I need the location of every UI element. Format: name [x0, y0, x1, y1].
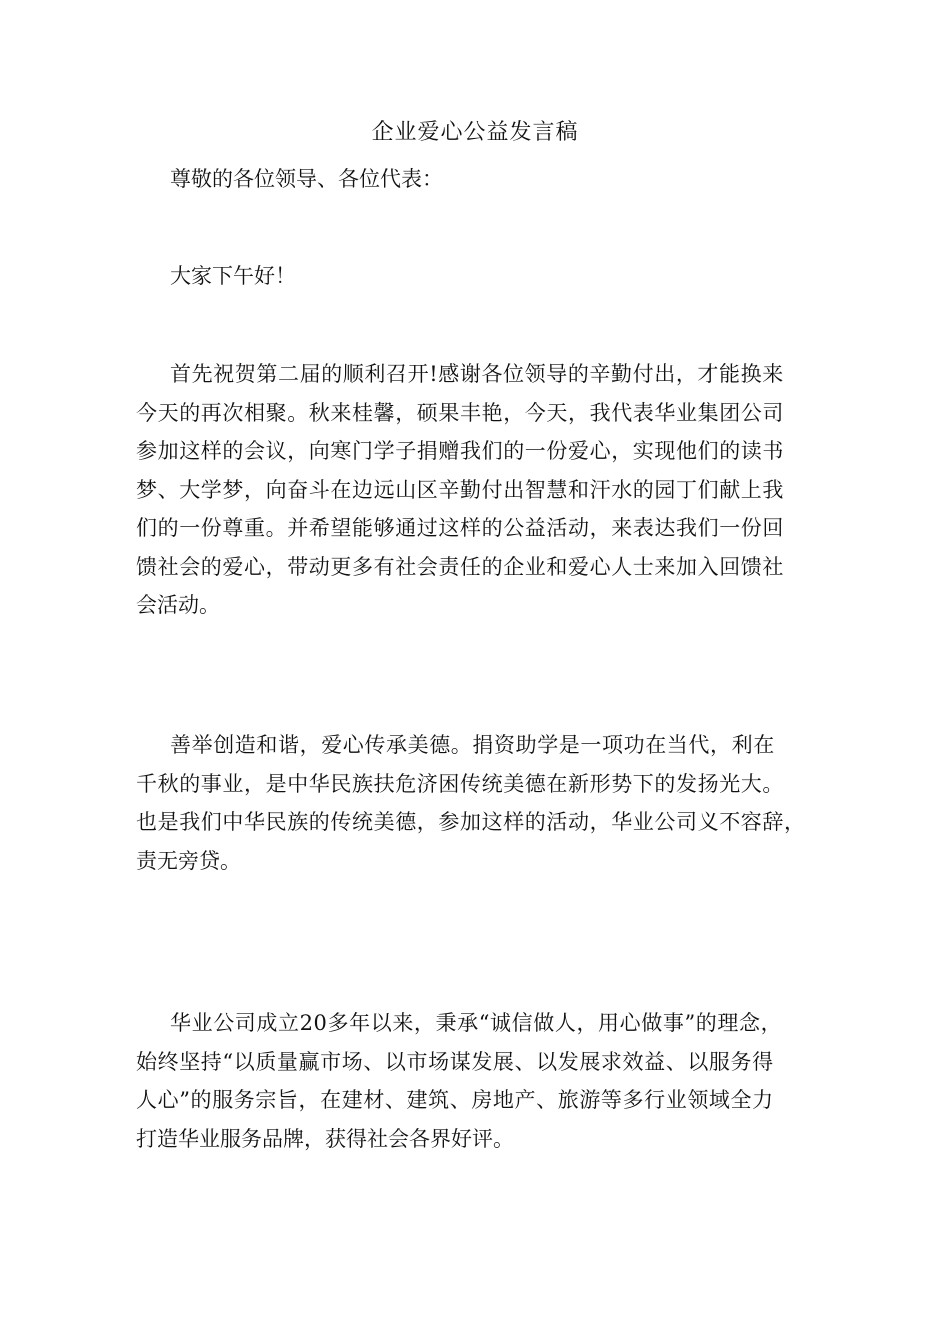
paragraph-line: 也是我们中华民族的传统美德，参加这样的活动，华业公司义不容辞， — [136, 810, 806, 834]
salutation-paragraph — [136, 160, 836, 199]
paragraph-line: 打造华业服务品牌，获得社会各界好评。 — [136, 1126, 514, 1151]
paragraph-line: 善举创造和谐，爱心传承美德。捐资助学是一项功在当代，利在 — [170, 733, 775, 757]
paragraph-line: 们的一份尊重。并希望能够通过这样的公益活动，来表达我们一份回 — [136, 516, 784, 540]
paragraph-line: 梦、大学梦，向奋斗在边远山区辛勤付出智慧和汗水的园丁们献上我 — [136, 477, 784, 502]
paragraph-line: 会活动。 — [136, 593, 220, 617]
paragraph-line: 今天的再次相聚。秋来桂馨，硕果丰艳，今天，我代表华业集团公司 — [136, 400, 784, 425]
greeting-line: 大家下午好！ — [170, 264, 296, 288]
greeting-paragraph — [136, 257, 836, 296]
document-title: 企业爱心公益发言稿 — [371, 120, 579, 145]
paragraph-line: 始终坚持“以质量赢市场、以市场谋发展、以发展求效益、以服务得 — [136, 1049, 774, 1074]
body-paragraph-1 — [136, 355, 836, 625]
salutation-line: 尊敬的各位领导、各位代表： — [170, 167, 443, 191]
paragraph-line: 馈社会的爱心，带动更多有社会责任的企业和爱心人士来加入回馈社 — [136, 554, 784, 579]
paragraph-line: 千秋的事业，是中华民族扶危济困传统美德在新形势下的发扬光大。 — [136, 771, 784, 796]
body-paragraph-2 — [136, 726, 836, 880]
paragraph-line: 参加这样的会议，向寒门学子捐赠我们的一份爱心，实现他们的读书 — [136, 439, 784, 463]
paragraph-line: 华业公司成立20多年以来，秉承“诚信做人，用心做事”的理念， — [170, 1011, 783, 1035]
paragraph-line: 人心”的服务宗旨，在建材、建筑、房地产、旅游等多行业领域全力 — [136, 1088, 774, 1112]
paragraph-line: 责无旁贷。 — [136, 848, 241, 873]
body-paragraph-3 — [136, 1004, 836, 1158]
paragraph-line: 首先祝贺第二届的顺利召开!感谢各位领导的辛勤付出，才能换来 — [170, 362, 784, 386]
